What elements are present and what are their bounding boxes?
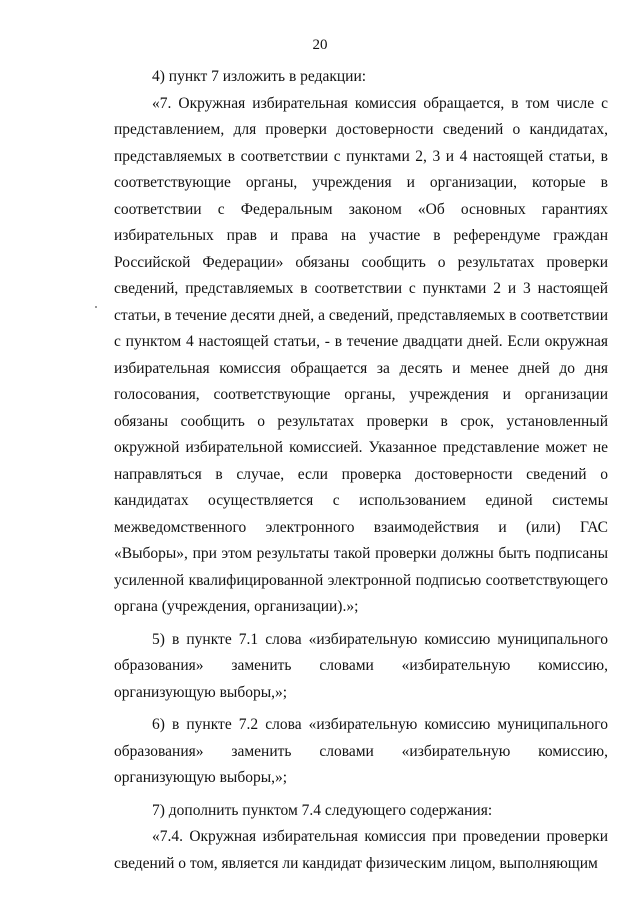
paragraph-item-7-text: «7. Окружная избирательная комиссия обращается, в том числе с представлением, для проверки достоверности сведений о кандидатах, представляемых в соответствии с пунктами 2, 3 и 4 настоящей статьи, в соответствующие органы, учреждения и организации, которые в соответствии с Федеральным законом «Об основных гарантиях избирательных прав и права на участие в референдуме граждан Российской Федерации» обязаны сообщить о результатах проверки сведений, представляемых в соответствии с пунктами 2 и 3 настоящей статьи, в течение десяти дней, а сведений, представляемых в соответствии с пунктом 4 настоящей статьи, - в течение двадцати дней. Если окружная избирательная комиссия обращается за десять и менее дней до дня голосования, соответствующие органы, учреждения и организации обязаны сообщить о результатах проверки в срок, установленный окружной избирательной комиссией. Указанное представление может не направляться в случае, если проверка достоверности сведений о кандидатах осуществляется с использованием единой системы межведомственного электронного взаимодействия и (или) ГАС «Выборы», при этом результаты такой проверки должны быть подписаны усиленной квалифицированной электронной подписью соответствующего органа (учреждения, организации).»; (114, 94, 608, 615)
paragraph-item-6: 6) в пункте 7.2 слова «избирательную комиссию муниципального образования» заменить словами «избирательную комиссию, организующую выборы,»; (114, 716, 608, 786)
paragraph-item-7: 7) дополнить пунктом 7.4 следующего содержания: (152, 801, 493, 819)
paragraph-item-4: 4) пункт 7 изложить в редакции: (152, 68, 367, 85)
paragraph-item-7-4-text: «7.4. Окружная избирательная комиссия при проведении проверки сведений о том, является ли кандидат физическим лицом, выполняющим (114, 828, 608, 872)
paragraph-item-5: 5) в пункте 7.1 слова «избирательную комиссию муниципального образования» заменить словами «избирательную комиссию, организующую выборы,»; (114, 630, 608, 701)
page-number: 20 (312, 37, 328, 53)
document-body (114, 64, 608, 877)
scan-speck (95, 306, 97, 308)
